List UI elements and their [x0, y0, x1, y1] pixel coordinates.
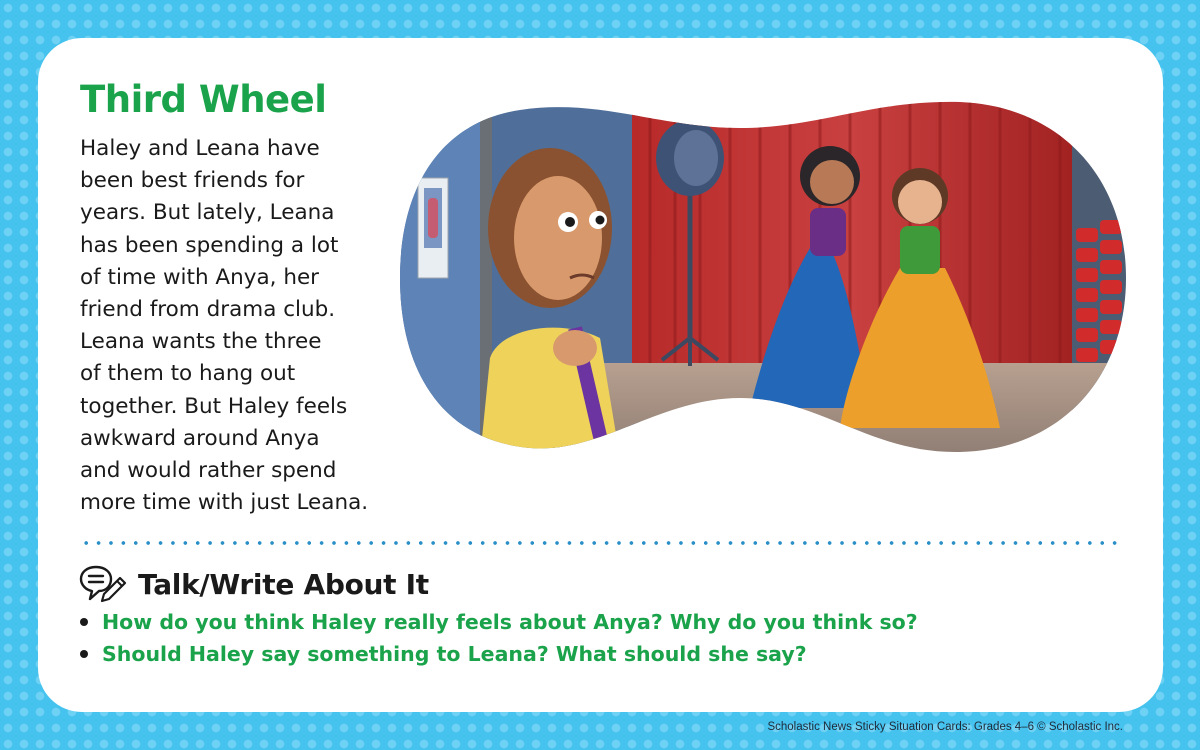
bullet-icon — [80, 650, 88, 658]
story-line: more time with just Leana. — [80, 490, 369, 516]
discussion-questions — [80, 606, 918, 670]
discussion-heading — [78, 563, 429, 605]
discussion-heading-label: Talk/Write About It — [138, 567, 429, 601]
story-line: Haley and Leana have — [80, 136, 320, 161]
story-line: awkward around Anya — [80, 425, 320, 451]
situation-card — [38, 38, 1163, 712]
story-line: has been spending a lot — [80, 232, 339, 258]
question-text: Should Haley say something to Leana? What should she say? — [102, 642, 807, 666]
speech-bubble-pencil-icon — [78, 563, 128, 605]
story-line: together. But Haley feels — [80, 393, 348, 419]
story-illustration — [400, 98, 1126, 458]
question-item — [80, 606, 918, 638]
question-text: How do you think Haley really feels about Anya? Why do you think so? — [102, 610, 918, 634]
question-item — [80, 638, 918, 670]
story-line: years. But lately, Leana — [80, 200, 335, 226]
story-line: of time with Anya, her — [80, 264, 320, 290]
copyright-footer: Scholastic News Sticky Situation Cards: Grades 4–6 © Scholastic Inc. — [767, 721, 1123, 733]
story-line: friend from drama club. — [80, 297, 336, 323]
dotted-divider — [80, 541, 1125, 545]
card-title: Third Wheel — [80, 78, 327, 121]
bullet-icon — [80, 618, 88, 626]
story-line: been best friends for — [80, 168, 305, 194]
story-text — [80, 133, 410, 519]
story-line: Leana wants the three — [80, 329, 322, 355]
illustration-icon — [400, 98, 1126, 458]
story-line: of them to hang out — [80, 361, 296, 387]
story-line: and would rather spend — [80, 458, 337, 484]
